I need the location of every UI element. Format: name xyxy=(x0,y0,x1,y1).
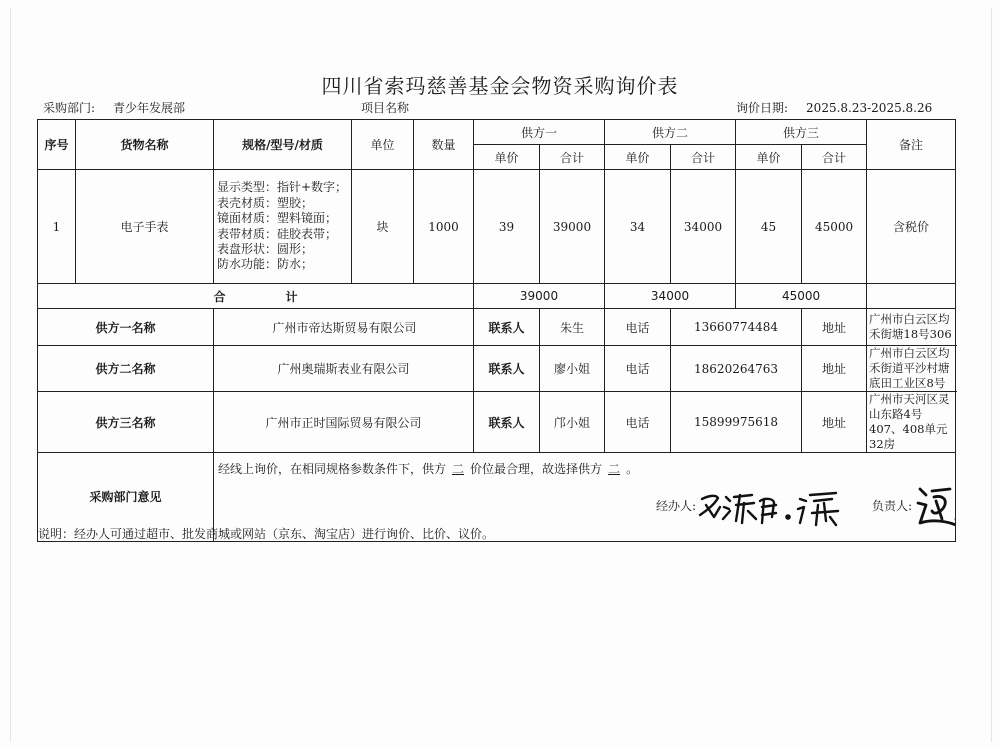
item-seq: 1 xyxy=(38,170,76,284)
item-qty: 1000 xyxy=(414,170,474,284)
form-title: 四川省索玛慈善基金会物资采购询价表 xyxy=(321,74,679,98)
supplier-label: 供方二名称 xyxy=(38,346,214,392)
item-s2-price: 34 xyxy=(605,170,671,284)
header-supplier2: 供方二 xyxy=(605,120,736,145)
opinion-text xyxy=(218,460,638,477)
totals-label xyxy=(38,284,474,309)
supplier-row xyxy=(38,392,956,453)
header-seq: 序号 xyxy=(38,120,76,170)
opinion-fill-chosen: 二 xyxy=(608,462,621,476)
address-label: 地址 xyxy=(802,309,867,346)
handler-signature xyxy=(696,483,846,527)
header-qty: 数量 xyxy=(414,120,474,170)
header-s1-total: 合计 xyxy=(540,145,605,170)
item-s3-price: 45 xyxy=(736,170,802,284)
date-field xyxy=(736,99,932,116)
manager-label: 负责人: xyxy=(872,499,913,513)
item-name: 电子手表 xyxy=(76,170,214,284)
header-supplier1: 供方一 xyxy=(474,120,605,145)
footer-note: 说明：经办人可通过超市、批发商城或网站（京东、淘宝店）进行询价、比价、议价。 xyxy=(38,527,495,541)
phone-label: 电话 xyxy=(605,346,671,392)
project-label: 项目名称 xyxy=(361,101,410,115)
address-value: 广州市白云区均禾街塘18号306 xyxy=(867,309,956,346)
spec-line: 镜面材质：塑料镜面； xyxy=(217,211,338,226)
item-unit: 块 xyxy=(352,170,414,284)
item-s1-price: 39 xyxy=(474,170,540,284)
contact-value: 廖小姐 xyxy=(540,346,605,392)
handler-label: 经办人: xyxy=(656,499,697,513)
phone-value: 13660774484 xyxy=(671,309,802,346)
dept-field xyxy=(43,99,185,116)
header-unit: 单位 xyxy=(352,120,414,170)
header-s2-price: 单价 xyxy=(605,145,671,170)
totals-label-b: 计 xyxy=(285,289,298,304)
contact-label: 联系人 xyxy=(474,392,540,453)
header-remark: 备注 xyxy=(867,120,956,170)
contact-label: 联系人 xyxy=(474,346,540,392)
inquiry-table xyxy=(37,119,956,542)
header-s3-price: 单价 xyxy=(736,145,802,170)
manager-signature xyxy=(912,479,956,531)
date-label: 询价日期: xyxy=(736,101,789,115)
header-spec: 规格/型号/材质 xyxy=(214,120,352,170)
supplier-name: 广州奥瑞斯表业有限公司 xyxy=(214,346,474,392)
spec-line: 表带材质：硅胶表带； xyxy=(217,226,338,241)
header-s2-total: 合计 xyxy=(671,145,736,170)
spec-line: 显示类型：指针+数字； xyxy=(217,180,348,195)
phone-label: 电话 xyxy=(605,392,671,453)
opinion-text-mid: 价位最合理，故选择供方 xyxy=(470,462,603,476)
address-value: 广州市天河区灵山东路4号407、408单元32房 xyxy=(867,392,956,453)
contact-label: 联系人 xyxy=(474,309,540,346)
opinion-text-after: 。 xyxy=(626,462,639,476)
item-remark: 含税价 xyxy=(867,170,956,284)
item-s3-total: 45000 xyxy=(802,170,867,284)
contact-value: 邝小姐 xyxy=(540,392,605,453)
contact-value: 朱生 xyxy=(540,309,605,346)
totals-label-a: 合 xyxy=(213,289,226,304)
address-label: 地址 xyxy=(802,346,867,392)
spec-line: 表壳材质：塑胶； xyxy=(217,195,314,210)
totals-s2: 34000 xyxy=(605,284,736,309)
header-s1-price: 单价 xyxy=(474,145,540,170)
header-goods: 货物名称 xyxy=(76,120,214,170)
dept-label: 采购部门: xyxy=(43,101,96,115)
item-row xyxy=(38,170,956,284)
supplier-label: 供方一名称 xyxy=(38,309,214,346)
supplier-row xyxy=(38,346,956,392)
totals-remark xyxy=(867,284,956,309)
item-s2-total: 34000 xyxy=(671,170,736,284)
dept-value: 青少年发展部 xyxy=(113,101,186,115)
phone-value: 15899975618 xyxy=(671,392,802,453)
header-s3-total: 合计 xyxy=(802,145,867,170)
item-s1-total: 39000 xyxy=(540,170,605,284)
phone-value: 18620264763 xyxy=(671,346,802,392)
phone-label: 电话 xyxy=(605,309,671,346)
totals-s1: 39000 xyxy=(474,284,605,309)
totals-s3: 45000 xyxy=(736,284,867,309)
address-value: 广州市白云区均禾街道平沙村塘底田工业区8号 xyxy=(867,346,956,392)
supplier-name: 广州市正时国际贸易有限公司 xyxy=(214,392,474,453)
header-supplier3: 供方三 xyxy=(736,120,867,145)
opinion-label: 采购部门意见 xyxy=(38,453,214,542)
spec-line: 表盘形状：圆形； xyxy=(217,241,314,256)
supplier-label: 供方三名称 xyxy=(38,392,214,453)
header-row-1 xyxy=(38,120,956,145)
supplier-row xyxy=(38,309,956,346)
address-label: 地址 xyxy=(802,392,867,453)
totals-row xyxy=(38,284,956,309)
spec-line: 防水功能：防水； xyxy=(217,257,314,272)
supplier-name: 广州市帝达斯贸易有限公司 xyxy=(214,309,474,346)
date-value: 2025.8.23-2025.8.26 xyxy=(806,101,933,115)
item-specs xyxy=(214,170,352,284)
opinion-text-before: 经线上询价，在相同规格参数条件下，供方 xyxy=(218,462,447,476)
opinion-fill-supplier: 二 xyxy=(452,462,465,476)
